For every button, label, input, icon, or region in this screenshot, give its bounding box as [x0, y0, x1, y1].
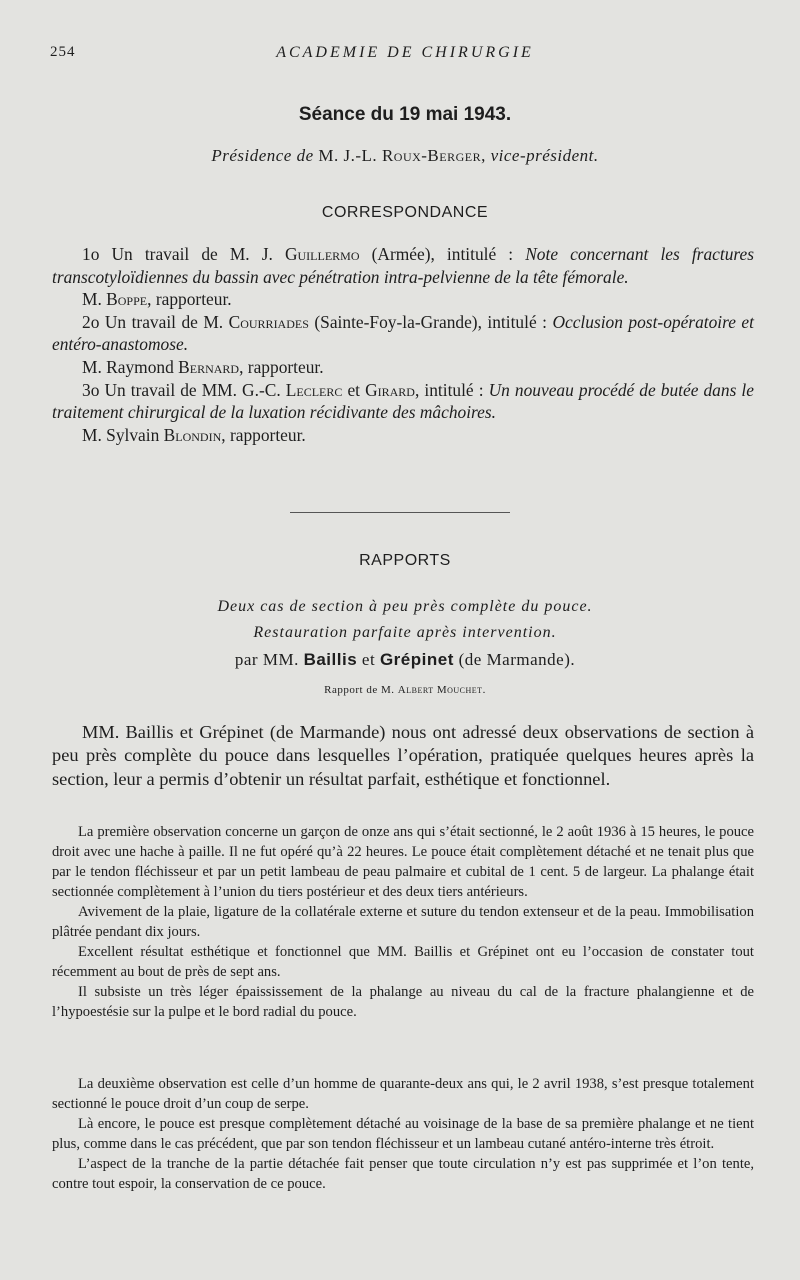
presidence-name-prefix: M. J.-L. [318, 146, 378, 165]
author-1: Baillis [303, 650, 358, 669]
rapport-byline [50, 684, 760, 696]
rapporteur-2 [52, 356, 754, 379]
presidence-label: Présidence de [211, 146, 314, 165]
obs1-paragraph: Il subsiste un très léger épaississement de la phalange au niveau du cal de la fracture phalangienne et de l’hypoestésie sur la pulpe et le bord radial du pouce. [52, 984, 754, 1020]
rapporteur-name: Boppe [106, 289, 148, 310]
observation-1 [52, 822, 754, 1022]
authors-suffix: (de Marmande). [458, 650, 576, 669]
item-number: 2o [82, 311, 100, 332]
item-mid: , intitulé : [414, 379, 484, 400]
observation-2 [52, 1074, 754, 1194]
item-title: Un nouveau procédé de butée dans le traitement chirurgical de la luxation récidivante des mâchoires. [52, 379, 754, 423]
item-number: 3o [82, 379, 100, 400]
rapports-heading: RAPPORTS [359, 552, 451, 569]
rapporteur-prefix: M. [82, 289, 102, 310]
rapporteur-3 [52, 424, 754, 447]
rapporteur-prefix: M. Raymond [82, 356, 174, 377]
section-divider [290, 512, 510, 513]
rapporteur-suffix: , rapporteur. [239, 356, 324, 377]
case-title-line-2: Restauration parfaite après intervention. [253, 624, 557, 641]
obs2-paragraph: L’aspect de la tranche de la partie détachée fait penser que toute circulation n’y est pas supprimée et l’on tente, contre tout espoir, la conservation de ce pouce. [52, 1156, 754, 1192]
rapporteur-suffix: , rapporteur. [147, 289, 232, 310]
correspondance-item-3 [52, 379, 754, 424]
obs1-paragraph: Excellent résultat esthétique et fonctionnel que MM. Baillis et Grépinet ont eu l’occasion de constater tout récemment au bout de près de sept ans. [52, 944, 754, 980]
case-title [50, 594, 760, 646]
item-and: et [347, 379, 360, 400]
obs2-paragraph: La deuxième observation est celle d’un homme de quarante-deux ans qui, le 2 avril 1938, s’est presque totalement sectionné le pouce droit d’un coup de serpe. [52, 1076, 754, 1112]
correspondance-item-2 [52, 311, 754, 356]
correspondance-item-1 [52, 243, 754, 288]
rapporteur-suffix: , rapporteur. [221, 424, 306, 445]
author-2: Grépinet [379, 650, 454, 669]
item-title: Note concernant les fractures transcotyloïdiennes du bassin avec pénétration intra-pelvienne de la tête fémorale. [52, 244, 754, 287]
intro-paragraph: MM. Baillis et Grépinet (de Marmande) nous ont adressé deux observations de section à peu près complète du pouce dans lesquelles l’opération, pratiquée quelques heures après la section, leur a permis d’obtenir un résultat parfait, esthétique et fonctionnel. [52, 722, 754, 789]
correspondance-list [52, 243, 754, 446]
item-author: Courriades [228, 311, 309, 332]
case-title-line-1: Deux cas de section à peu près complète du pouce. [217, 598, 593, 615]
seance-title: Séance du 19 mai 1943. [298, 104, 512, 125]
authors-prefix: par MM. [234, 650, 299, 669]
obs1-paragraph: La première observation concerne un garçon de onze ans qui s’était sectionné, le 2 août 1936 à 15 heures, le pouce droit avec une hache à paille. Il ne fut opéré qu’à 22 heures. Le pouce était complètement détaché et ne tenait plus que par le tendon fléchisseur et par un petit lambeau de peau palmaire et cubital de 1 cent. 5 de largeur. La phalange était sectionnée complètement à l’union du tiers postérieur et des deux tiers antérieurs. [52, 824, 754, 900]
rapporteur-prefix: M. Sylvain [82, 424, 160, 445]
rapporteur-1 [52, 288, 754, 311]
rapporteur-name: Blondin [163, 424, 222, 445]
rapporteur-name: Bernard [178, 356, 240, 377]
item-number: 1o [82, 244, 100, 264]
president-name: Roux-Berger [381, 146, 482, 165]
page-header [50, 44, 760, 68]
correspondance-heading: CORRESPONDANCE [321, 204, 489, 221]
item-title: Occlusion post-opératoire et entéro-anastomose. [52, 311, 754, 355]
item-mid: (Armée), intitulé : [371, 244, 514, 264]
rapport-suffix: . [482, 684, 486, 696]
item-author: Guillermo [284, 244, 360, 264]
item-mid: (Sainte-Foy-la-Grande), intitulé : [314, 311, 547, 332]
presidence-line: Présidence de M. J.-L. Roux-Berger, vice-président. [211, 146, 599, 165]
presidence-role: vice-président. [490, 146, 599, 165]
page-number: 254 [50, 44, 76, 60]
obs1-paragraph: Avivement de la plaie, ligature de la collatérale externe et suture du tendon extenseur et de la peau. Immobilisation plâtrée pendant dix jours. [52, 904, 754, 940]
item-lead: Un travail de MM. G.-C. [104, 379, 281, 400]
item-author: Leclerc [285, 379, 343, 400]
item-lead: Un travail de M. J. [111, 244, 273, 264]
authors-line [50, 650, 760, 670]
item-author-2: Girard [365, 379, 415, 400]
rapport-prefix: Rapport de M. [324, 684, 395, 696]
running-title: ACADEMIE DE CHIRURGIE [276, 44, 534, 61]
rapport-name: Albert Mouchet [397, 684, 483, 696]
item-lead: Un travail de M. [104, 311, 224, 332]
authors-and: et [361, 650, 376, 669]
obs2-paragraph: Là encore, le pouce est presque complètement détaché au voisinage de la base de sa première phalange et ne tient plus, comme dans le cas précédent, que par son tendon fléchisseur et un lambeau cutané antéro-interne très étroit. [52, 1116, 754, 1152]
